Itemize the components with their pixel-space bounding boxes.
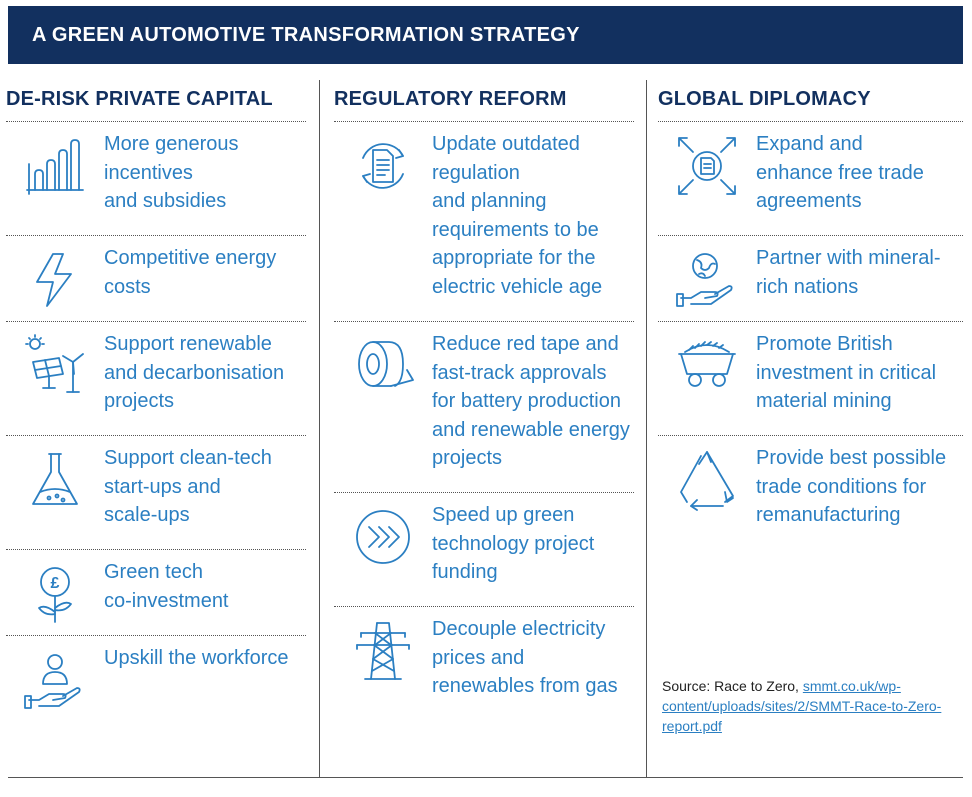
column-regulatory-reform <box>334 78 634 707</box>
list-item <box>334 322 634 493</box>
svg-text:£: £ <box>50 575 60 592</box>
list-item <box>334 122 634 322</box>
item-text: Expand and enhance free trade agreements <box>756 133 924 212</box>
column-heading: DE-RISK PRIVATE CAPITAL <box>6 78 306 122</box>
item-text: Competitive energy costs <box>104 247 277 298</box>
page-title: A GREEN AUTOMOTIVE TRANSFORMATION STRATEGY <box>32 23 580 46</box>
mining-cart-icon <box>658 322 756 435</box>
column-de-risk-private-capital <box>6 78 306 736</box>
list-item <box>658 436 963 550</box>
recycle-triangle-icon <box>658 436 756 550</box>
item-text: Update outdated regulation and planning requirements to be appropriate for the electric vehicle age <box>432 133 603 298</box>
list-item <box>658 236 963 322</box>
item-text: Upskill the workforce <box>104 647 289 669</box>
item-text: Support clean-tech start-ups and scale-ups <box>104 447 272 526</box>
item-text: Decouple electricity prices and renewables from gas <box>432 618 618 697</box>
list-item <box>334 493 634 607</box>
fast-forward-icon <box>334 493 432 606</box>
document-expand-icon <box>658 122 756 235</box>
source-prefix: Source: Race to Zero, <box>662 678 803 694</box>
tape-roll-icon <box>334 322 432 492</box>
person-on-hand-icon <box>6 636 104 736</box>
list-item <box>658 322 963 436</box>
list-item <box>6 436 306 550</box>
item-text: Reduce red tape and fast-track approvals for battery production and renewable energy projects <box>432 333 630 469</box>
solar-wind-energy-icon <box>6 322 104 435</box>
globe-on-hand-icon <box>658 236 756 321</box>
source-link[interactable]: smmt.co.uk/wp-content/uploads/sites/2/SMMT-Race-to-Zero-report.pdf <box>662 678 942 734</box>
title-banner <box>8 6 963 64</box>
column-heading: REGULATORY REFORM <box>334 78 634 122</box>
list-item <box>6 236 306 322</box>
item-text: Provide best possible trade conditions for remanufacturing <box>756 447 947 526</box>
item-text: Partner with mineral- rich nations <box>756 247 941 298</box>
list-item <box>6 636 306 736</box>
item-text: Support renewable and decarbonisation projects <box>104 333 285 412</box>
column-heading: GLOBAL DIPLOMACY <box>658 78 963 122</box>
item-text: Promote British investment in critical material mining <box>756 333 937 412</box>
bottom-rule <box>8 777 963 778</box>
rising-bar-chart-icon <box>6 122 104 235</box>
source-note <box>662 676 952 736</box>
electricity-pylon-icon <box>334 607 432 707</box>
column-global-diplomacy <box>658 78 963 550</box>
item-text: Speed up green technology project funding <box>432 504 595 583</box>
lab-flask-icon <box>6 436 104 549</box>
column-divider <box>319 80 320 778</box>
list-item <box>6 550 306 636</box>
list-item <box>6 322 306 436</box>
pound-plant-icon <box>6 550 104 635</box>
lightning-bolt-icon <box>6 236 104 321</box>
column-divider <box>646 80 647 778</box>
item-text: More generous incentives and subsidies <box>104 133 239 212</box>
document-cycle-icon <box>334 122 432 321</box>
list-item <box>334 607 634 707</box>
item-text: Green tech co-investment <box>104 561 229 612</box>
list-item <box>6 122 306 236</box>
list-item <box>658 122 963 236</box>
